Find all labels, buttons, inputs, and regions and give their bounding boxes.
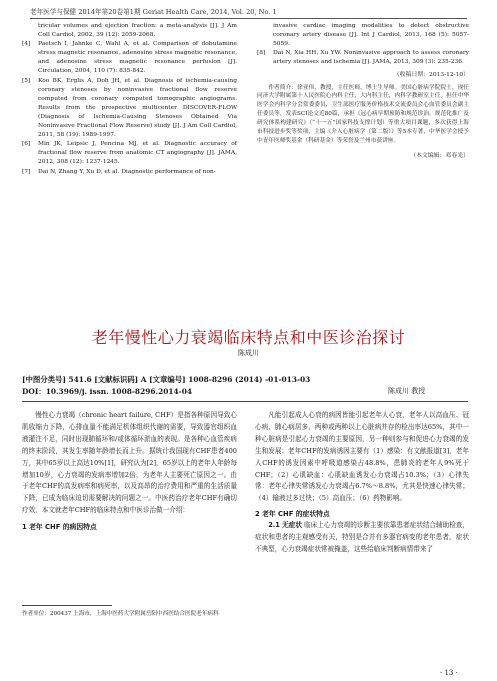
- reference-entry: [22, 77, 237, 141]
- section-2-1-label: 2.1 无症状: [268, 521, 302, 530]
- reference-text: tricular volumes and ejection fraction: a meta-analysis [J]. J Am Coll Cardiol, 2002, 39 (12): 2059-2068.: [38, 23, 237, 39]
- editor-note: （本文编辑：邓春光）: [410, 152, 469, 159]
- section-2-heading: 2 老年 CHF 的症状特点: [255, 510, 330, 519]
- reference-number: [6]: [22, 141, 31, 148]
- reference-entry: [257, 49, 469, 67]
- page-number: · 13 ·: [440, 669, 458, 677]
- article-title: 老年慢性心力衰竭临床特点和中医诊治探讨: [91, 328, 406, 347]
- reference-number: [22, 22, 38, 40]
- reference-text: Dai N, Zhang Y, Xu D, et al. Diagnostic performance of non-: [38, 168, 216, 175]
- section-1-heading: 1 老年 CHF 的病因特点: [22, 523, 97, 532]
- classification-line: [中图分类号] 541.6 [文献标识码] A [文章编号] 1008-8296 (2014) -01-013-03: [22, 375, 311, 384]
- reference-entry: [257, 22, 469, 49]
- article-author: 陈成川: [238, 349, 259, 357]
- author-biography: 作者简介：徐亚伟，教授，主任医师，博士生导师。美国心脏病学院院士，现任同济大学附属第十人民医院心内科主任，大内科主任，内科学教研室主任。担任中华医学会内科学分会常委委员，卫生部医疗服务价格技术交流委员会心血管委员会副主任委员等，发表SCI论文近80篇，承担《冠心病早期预防和规范诊治，规范化推广及研究体系构建研究》（“十一五”国家科技支撑计划）等重大项目课题，多次获得上海市科技进步奖等奖项，主编《介入心脏病学（第二版）》等5本专著，中华医学会授予中青年医师奖基金（科研基金）等荣誉及兰州市获讲座。: [257, 84, 469, 144]
- reference-text: Paetsch I, Jahnke C, Wahl A, et al. Comparison of dobutamine stress magnetic resonance, adenosine stress magnetic resonance, and adenosine stress magnetic resonance perfusion [J]. Circulation, 2004, 110 (7): 835-842.: [38, 41, 237, 75]
- reference-entry: [22, 40, 237, 76]
- section-2-1-text: 临床上心力衰竭的诊断主要依靠患者症状结合辅助检查，症状和患者的主观感受有关，特别是合并有多器官病变的老年患者，症状不典型，心力衰竭症状常被掩盖，这些给临床判断病情带来了: [255, 521, 469, 554]
- etiology-paragraph: 凡能引起成人心衰的病因皆能引起老年人心衰，老年人以高血压、冠心病、肺心病居多，两种或两种以上心脏病并存的检出率达65%，其中一种心脏病是引起心力衰竭的主要原因，另一种则参与和促进心力衰竭的发生和发展；老年CHF的发病诱因主要有（1）感染：有文献报道[3]，老年人CHF的诱发因素中呼吸道感染占48.8%，患肺炎的老年人9%死于CHF；（2）心肌缺血：心肌缺血诱发心力衰竭占10.3%；（3）心律失常：老年心律失常诱发心力衰竭占6.7%～8.8%，尤其是快速心律失常；（4）输液过多过快；（5）高血压；（6）药物影响。: [255, 411, 469, 503]
- metadata-rule: [22, 401, 468, 402]
- reference-entry: [22, 22, 237, 40]
- reference-text: Min JK, Leipsic J, Pencina MJ, et al. Diagnostic accuracy of fractional flow reserve from anatomic CT angiography [J]. JAMA, 2012, 308 (12): 1237-1245.: [38, 141, 237, 166]
- running-head: 老年医学与保健 2014年第20卷第1期 Geriat Health Care, 2014, Vol. 20, No. 1: [30, 6, 467, 19]
- reference-text: invasive cardiac imaging modalities to detect obstructive coronary artery disease [J]. Int J Cardiol, 2013, 168 (5): 5057-5059.: [273, 23, 469, 48]
- doi-line: DOI：10.3969/j. issn. 1008-8296.2014-04: [22, 387, 192, 396]
- footnote-rule: [22, 605, 112, 606]
- author-affiliation-footnote: 作者单位：200437 上海市，上海中医药大学附属岳阳中西医结合医院老年病科: [22, 611, 219, 617]
- article-metadata: [22, 374, 310, 398]
- section-2-1-paragraph: [255, 520, 469, 556]
- body-left-column: [22, 410, 237, 533]
- body-right-column: [255, 410, 469, 556]
- reference-text: Koo BK, Erglis A, Doh JH, et al. Diagnosis of ischemia-causing coronary stenoses by noninvasive fractional flow reserve computed from coronary computed tomographic angiograms. Results from the prospective multicenter DISCOVER-FLOW (Diagnosis of Ischemia-Causing Stenoses Obtained Via Noninvasive Fractional Flow Reserve) study [J]. J Am Coll Cardiol, 2011, 58 (19): 1989-1997.: [38, 77, 237, 139]
- reference-number: [5]: [22, 77, 31, 84]
- reference-number: [257, 22, 273, 49]
- references-left: [22, 22, 237, 177]
- reference-number: [8]: [257, 50, 266, 57]
- intro-paragraph: 慢性心力衰竭（chronic heart failure, CHF）是指各种原因导致心肌收缩力下降，心排血量不能满足机体组织代谢的需要，导致器官组织血液灌注不足，同时出现肺循环和/或体循环淤血的表现。是各种心血管疾病的终末阶段，其发生率随年龄增长而上升。据统计我国现有CHF患者400万，其中65岁以上高达10%[1]，研究认为[2]，65岁以上的老年人年龄每增加10岁，心力衰竭的发病率增加2倍，为老年人主要死亡原因之一。由于老年CHF的高发病率和病死率，以及高昂的治疗费用和严重的生活质量下降，已成为临床迫切需要解决的问题之一。中医药治疗老年CHF有确切疗效，本文就老年CHF的临床特点和中医诊治做一介绍：: [22, 411, 237, 515]
- reference-number: [4]: [22, 41, 31, 48]
- received-date: （收稿日期：2013-12-10）: [393, 72, 469, 79]
- reference-entry: [22, 168, 237, 177]
- references-right: [257, 22, 469, 161]
- reference-text: Dai N, Xia HH, Xu YW. Noninvasive approach to assess coronary artery stenoses and ischemia [J]. JAMA, 2013, 309 (3): 235-236.: [273, 50, 469, 66]
- reference-entry: [22, 140, 237, 167]
- reference-number: [7]: [22, 168, 31, 175]
- author-photo-caption: 陈成川 教授: [388, 387, 426, 395]
